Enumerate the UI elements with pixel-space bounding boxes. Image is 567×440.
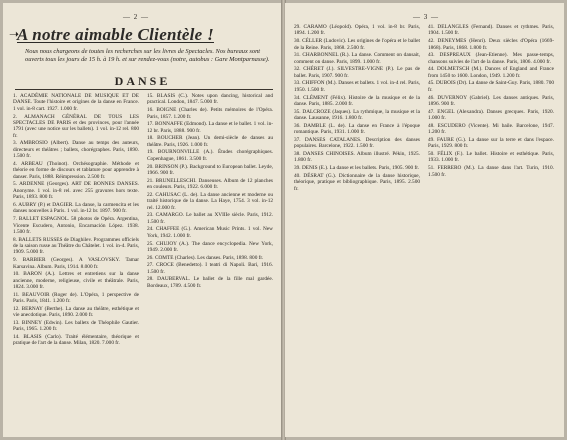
catalog-entry: 24. CHAFFEE (G.). American Music Prints. 1 vol. New York, 1942. 1.000 fr. xyxy=(147,226,273,239)
catalog-entry: 9. BARBIER (Georges). A VASLOVSKY. Tamar Karsavina. Album. Paris, 1914. 8.000 fr. xyxy=(13,257,139,270)
catalog-entry: 26. COMTE (Charles). Les danses. Paris, 1898. 800 fr. xyxy=(147,254,264,261)
catalog-entry: 6. AUBRY (P.) et DAGIER. La danse, la carmencita et les danses nouvelles à Paris. 1 vol. in-12 br. 1897. 900 fr. xyxy=(13,201,139,215)
catalog-entry: 43. DESPREAUX (Jean-Etienne). Mes passe-temps, chansons suivies de l'art de la danse. Paris, 1806. 4.000 fr. xyxy=(428,52,554,65)
catalog-entry: 36. DAMBLE (L. de). La danse en France à l'époque romantique. Paris, 1931. 1.000 fr. xyxy=(294,122,420,136)
catalog-entry: 28. DAUBERVAL. Le ballet de la fille mal gardée. Bordeaux, 1789. 4.500 fr. xyxy=(147,276,273,289)
catalog-entry: 31. CHARBONNEL (R.). La danse. Comment on dansait, comment on danse. Paris, 1899. 1.000 fr. xyxy=(294,52,420,65)
catalog-entry: 45. DUBOIS (Dr). La danse de Saint-Guy. Paris, 1880. 700 fr. xyxy=(428,80,554,93)
catalog-entry: 30. CÉLLER (Ludovic). Les origines de l'opéra et le ballet de la Reine. Paris, 1868. 2.500 fr. xyxy=(294,38,420,51)
section-title: DANSE xyxy=(114,74,171,88)
catalog-entry: 11. BEAUVOIR (Roger de). L'Opéra, 1 perspective de Paris. Paris, 1841. 1.200 fr. xyxy=(13,291,139,305)
catalog-entry: 50. FÉLIX (F.). Le ballet. Histoire et esthétique. Paris, 1933. 1.000 fr. xyxy=(428,150,554,164)
catalog-entry: 16. BOIGNE (Charles de). Petits mémoires de l'Opéra. Paris, 1857. 1.200 fr. xyxy=(147,107,273,120)
catalog-entry: 22. CAHUSAC (L. de). La danse ancienne et moderne ou traité historique de la danse. La Haye, 1754. 3 vol. in-12 rel. 12.000 fr. xyxy=(147,191,273,211)
catalog-entry: 2. ALMANACH GÉNÉRAL DE TOUS LES SPECTACLES DE PARIS et des provinces, pour l'année 1791 (avec une notice sur les ballets). 1 vol. in-12 rel. 800 fr. xyxy=(13,113,139,139)
page-heading: A notre aimable Clientèle ! xyxy=(17,25,214,44)
catalog-entry: 38. DANSES CHINOISES. Album illustré. Pékin, 1925. 1.800 fr. xyxy=(294,150,420,164)
catalog-entry: 35. DALCROZE (Jaques). La rythmique, la musique et la danse. Lausanne, 1916. 1.800 fr. xyxy=(294,108,420,122)
page-number: — 3 — xyxy=(413,13,439,21)
left-page xyxy=(3,3,282,437)
left-column-1 xyxy=(13,93,139,348)
catalog-entry: 19. BOURNONVILLE (A.). Études chorégraphiques. Copenhague, 1861. 3.500 fr. xyxy=(147,149,273,162)
right-page xyxy=(285,3,564,437)
catalog-entry: 25. CHUJOY (A.). The dance encyclopedia. New York, 1949. 2.000 fr. xyxy=(147,240,273,253)
catalog-entry: 46. DUVERNOY (Gabriel). Les danses antiques. Paris, 1896. 900 fr. xyxy=(428,94,554,107)
catalog-entry: 40. DÉSRAT (G.). Dictionnaire de la danse historique, théorique, pratique et bibliographique. Paris, 1895. 2.500 fr. xyxy=(294,172,420,192)
catalog-entry: 48. ESCUDERO (Vicente). Mi baile. Barcelone, 1947. 1.200 fr. xyxy=(428,122,554,136)
intro-paragraph: Nous nous chargeons de toutes les recherches sur les livres de Spectacles. Nos bureaux sont ouverts tous les jours de 15 h. à 19 h. et sur rendez-vous (notre, autobus : Gare Montparnasse). xyxy=(25,48,270,63)
right-column-1 xyxy=(294,24,420,193)
catalog-entry: 41. DELANGLES (Fernand). Danses et rythmes. Paris, 1904. 1.500 fr. xyxy=(428,24,554,37)
catalog-entry: 1. ACADÉMIE NATIONALE DE MUSIQUE ET DE DANSE. Toute l'histoire et origines de la danse en France. 1 vol. in-8 cart. 1927. 1.000 fr. xyxy=(13,93,139,112)
catalog-entry: 23. CAMARGO. Le ballet au XVIIIe siècle. Paris, 1912. 1.500 fr. xyxy=(147,212,273,225)
catalog-entry: 51. FERRERO (M.). La danse dans l'art. Turin, 1910. 1.500 fr. xyxy=(428,165,554,178)
catalog-entry: 12. BERNAY (Berthe). La danse au théâtre, esthétique et vie anecdotique. Paris, 1890. 2.000 fr. xyxy=(13,305,139,319)
catalog-entry: 4. ARBEAU (Thoinot). Orchésographie. Méthode et théorie en forme de discours et tablature pour apprendre à danser. Paris, 1888. Réimpression. 2.500 fr. xyxy=(13,160,139,180)
section-rule xyxy=(15,89,273,90)
catalog-entry: 33. CHIFFON (M.). Danses et ballets. 1 vol. in-4 rel. Paris, 1950. 1.500 fr. xyxy=(294,80,420,93)
catalog-entry: 20. BRINSON (P.). Background to European ballet. Leyde, 1966. 900 fr. xyxy=(147,163,273,176)
catalog-entry: 14. BLASIS (Carlo). Traité élémentaire, théorique et pratique de l'art de la danse. Milan, 1820. 7.000 fr. xyxy=(13,334,139,347)
catalog-entry: 5. ARDENNE (Georges). ART DE BONNES DANSES. Anonyme. 1 vol. in-8 rel. avec 255 gravures hors texte. Paris, 1893. 800 fr. xyxy=(13,181,139,201)
page-number: — 2 — xyxy=(123,13,149,21)
catalog-entry: 10. BARON (A.). Lettres et entretiens sur la danse ancienne, moderne, religieuse, civile et théâtrale. Paris, 1824. 3.000 fr. xyxy=(13,271,139,291)
catalog-entry: 32. CHÉRET (J.). SILVESTRE-VIGNE (P.). Le pas de ballet. Paris, 1907. 900 fr. xyxy=(294,66,420,79)
catalog-entry: 29. CARAMO (Léopold). Opéra, 1 vol. in-8 br. Paris, 1894. 1.200 fr. xyxy=(294,24,420,37)
catalog-entry: 17. BONNAFFE (Edmond). La danse et le ballet. 1 vol. in-12 br. Paris, 1888. 900 fr. xyxy=(147,121,273,134)
catalog-entry: 42. DENEYMES (Henri). Deux siècles d'Opéra (1669-1868). Paris, 1868. 1.800 fr. xyxy=(428,38,554,51)
left-column-2 xyxy=(147,93,273,291)
catalog-entry: 15. BLASIS (C.). Notes upon dancing, historical and practical. London, 1847. 5.000 fr. xyxy=(147,93,273,106)
catalog-entry: 27. CROCE (Benedetto). I teatri di Napoli. Bari, 1916. 1.500 fr. xyxy=(147,262,273,275)
catalog-entry: 44. DOLMETSCH (M.). Dances of England and France from 1450 to 1600. London, 1949. 1.200 fr. xyxy=(428,66,554,79)
catalog-entry: 7. BALLET ESPAGNOL. 58 photos de Opéra. Argentina, Vicente Escudero, Antonio, Encarnación López. 1938. 1.500 fr. xyxy=(13,216,139,235)
catalog-entry: 8. BALLETS RUSSES de Diaghilev. Programmes officiels de la saison russe au Théâtre du Châtelet. 1 vol. in-4. Paris, 1909. 5.000 fr. xyxy=(13,236,139,256)
catalog-entry: 47. ENGEL (Alexandra). Danses grecques. Paris, 1920. 1.000 fr. xyxy=(428,108,554,122)
catalog-entry: 18. BOUCHER (Jean). Un demi-siècle de danses au théâtre. Paris, 1926. 1.000 fr. xyxy=(147,135,273,148)
catalog-entry: 3. AMBROSIO (Albert). Danse au temps des auteurs, directeurs et théâtres ; ballets, chorégraphes. Paris, 1890. 1.500 fr. xyxy=(13,140,139,160)
catalog-entry: 21. BRUNELLESCHI. Danseuses. Album de 12 planches en couleurs. Paris, 1922. 6.000 fr. xyxy=(147,177,273,191)
catalog-entry: 37. DANSES CATALANES. Description des danses populaires. Barcelone, 1922. 1.500 fr. xyxy=(294,136,420,150)
catalog-entry: 34. CLÉMENT (Félix). Histoire de la musique et de la danse. Paris, 1885. 2.000 fr. xyxy=(294,94,420,107)
catalog-entry: 13. BINNEY (Edwin). Les ballets de Théophile Gautier. Paris, 1965. 1.200 fr. xyxy=(13,319,139,333)
right-column-2 xyxy=(428,24,554,179)
catalog-entry: 39. DENIS (E.). La danse et les ballets. Paris, 1905. 900 fr. xyxy=(294,165,420,172)
catalog-entry: 49. FAURE (G.). La danse sur la terre et dans l'espace. Paris, 1929. 800 fr. xyxy=(428,136,554,150)
arrow-icon: ➝ xyxy=(9,27,20,41)
